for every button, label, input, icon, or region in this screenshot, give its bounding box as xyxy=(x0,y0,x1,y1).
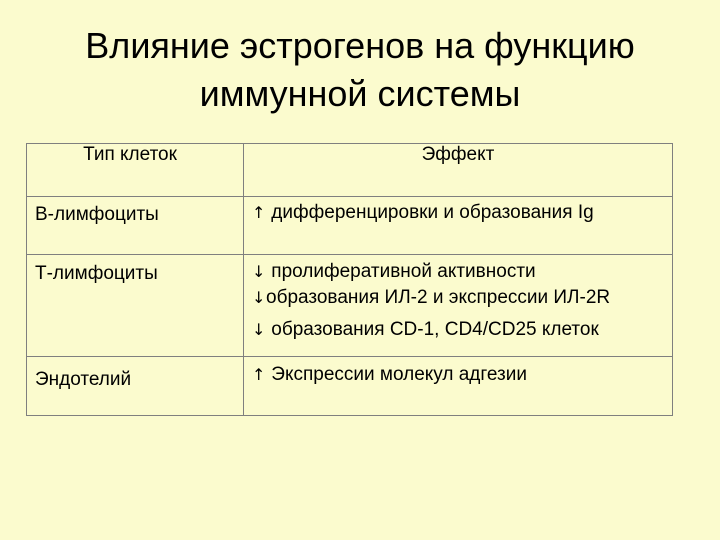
effect-line xyxy=(244,197,672,224)
effect-line xyxy=(244,309,672,341)
cell-type-label: В-лимфоциты xyxy=(35,204,159,225)
header-cell-type: Тип клеток xyxy=(27,144,244,197)
cell-type-cell xyxy=(27,197,244,255)
table-row xyxy=(27,197,673,255)
effect-line xyxy=(244,283,672,309)
table-header-row xyxy=(27,144,673,197)
effect-cell xyxy=(244,197,673,255)
cell-type-cell xyxy=(27,255,244,357)
arrow-up-icon: ↑ xyxy=(252,365,266,384)
effect-line xyxy=(244,357,672,386)
effect-text: дифференцировки и образования Ig xyxy=(271,202,594,223)
arrow-down-icon: ↓ xyxy=(252,262,266,281)
effect-text: образования CD-1, CD4/CD25 клеток xyxy=(271,319,599,340)
arrow-down-icon: ↓ xyxy=(252,320,266,339)
estrogen-effects-table xyxy=(26,143,673,416)
effect-cell xyxy=(244,357,673,416)
effect-text: пролиферативной активности xyxy=(271,261,536,282)
effect-text: Экспрессии молекул адгезии xyxy=(271,364,527,385)
slide-title xyxy=(0,22,720,118)
slide-title-line-2: иммунной системы xyxy=(199,73,521,114)
table-row xyxy=(27,255,673,357)
arrow-up-icon: ↑ xyxy=(252,203,266,222)
effect-line xyxy=(244,255,672,283)
effect-text: образования ИЛ-2 и экспрессии ИЛ-2R xyxy=(266,287,611,308)
cell-type-label: Эндотелий xyxy=(35,369,132,390)
cell-type-label: Т-лимфоциты xyxy=(35,263,158,284)
effect-cell xyxy=(244,255,673,357)
header-effect: Эффект xyxy=(244,144,673,197)
cell-type-cell xyxy=(27,357,244,416)
table-row xyxy=(27,357,673,416)
slide-title-line-1: Влияние эстрогенов на функцию xyxy=(85,25,635,66)
arrow-down-icon: ↓ xyxy=(252,288,266,307)
